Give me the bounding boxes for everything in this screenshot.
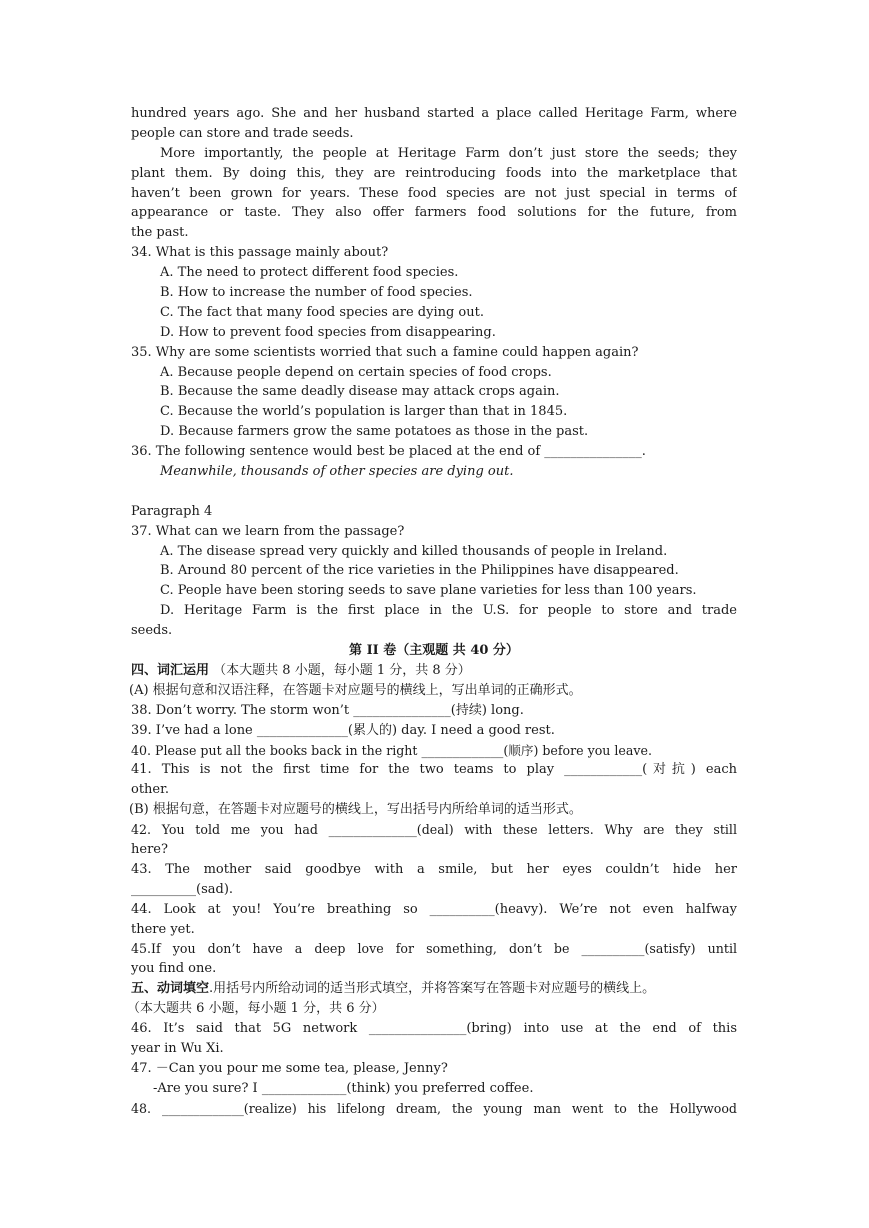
part-4-heading-title: 四、词汇运用 bbox=[131, 662, 210, 678]
question-37-option-d: D. Heritage Farm is the first place in the U.S. for people to store and trade bbox=[160, 603, 737, 619]
question-34-stem: 34. What is this passage mainly about? bbox=[131, 245, 389, 261]
passage-line: hundred years ago. She and her husband started a place called Heritage Farm, where bbox=[131, 106, 737, 121]
question-42-line-1: 42. You told me you had ______________(deal) with these letters. Why are they still bbox=[131, 822, 737, 838]
question-46-line-1: 46. It’s said that 5G network _______________(bring) into use at the end of this bbox=[131, 1020, 737, 1036]
question-38: 38. Don’t worry. The storm won’t _______________(持续) long. bbox=[131, 702, 524, 718]
part-4-heading-note: （本大题共 8 小题，每小题 1 分，共 8 分） bbox=[213, 662, 471, 678]
passage-line: the past. bbox=[131, 225, 189, 241]
question-41-line-2: other. bbox=[131, 782, 170, 798]
part-5-heading-title: 五、动词填空 bbox=[131, 981, 210, 997]
part-4-b-instruction: (B) 根据句意，在答题卡对应题号的横线上，写出括号内所给单词的适当形式。 bbox=[129, 802, 582, 818]
question-45-line-2: you find one. bbox=[131, 961, 217, 977]
question-41-line-1: 41. This is not the first time for the two teams to play ____________(对抗) each bbox=[131, 762, 737, 778]
question-35-option-d: D. Because farmers grow the same potatoes as those in the past. bbox=[160, 424, 589, 440]
question-44-line-2: there yet. bbox=[131, 921, 195, 937]
question-45-line-1: 45.If you don’t have a deep love for something, don’t be __________(satisfy) until bbox=[131, 941, 737, 957]
question-36-stem: 36. The following sentence would best be placed at the end of _______________. bbox=[131, 444, 646, 460]
question-39: 39. I’ve had a lone ______________(累人的) day. I need a good rest. bbox=[131, 722, 555, 738]
passage-line: haven’t been grown for years. These food species are not just special in terms of bbox=[131, 185, 737, 201]
question-36-sentence: Meanwhile, thousands of other species are dying out. bbox=[160, 464, 514, 480]
question-34-option-c: C. The fact that many food species are dying out. bbox=[160, 304, 484, 320]
question-47-line-2: -Are you sure? I _____________(think) you preferred coffee. bbox=[153, 1080, 534, 1096]
question-42-line-2: here? bbox=[131, 841, 168, 857]
question-36-option-d-cont: Paragraph 4 bbox=[131, 503, 213, 519]
question-37-option-a: A. The disease spread very quickly and killed thousands of people in Ireland. bbox=[160, 543, 668, 559]
part-4-heading bbox=[131, 661, 737, 681]
part-5-note: （本大题共 6 小题，每小题 1 分，共 6 分） bbox=[127, 1001, 385, 1017]
question-34-option-d: D. How to prevent food species from disappearing. bbox=[160, 324, 496, 340]
passage-line: appearance or taste. They also offer farmers food solutions for the future, from bbox=[131, 205, 737, 221]
question-48-line-1: 48. _____________(realize) his lifelong dream, the young man went to the Hollywood bbox=[131, 1100, 737, 1116]
question-46-line-2: year in Wu Xi. bbox=[131, 1040, 224, 1056]
exam-page bbox=[127, 104, 737, 1118]
question-37-option-b: B. Around 80 percent of the rice varieties in the Philippines have disappeared. bbox=[160, 563, 679, 579]
question-40: 40. Please put all the books back in the right _____________(顺序) before you leave. bbox=[131, 742, 652, 758]
passage-line: plant them. By doing this, they are reintroducing foods into the marketplace that bbox=[131, 165, 737, 181]
question-35-option-a: A. Because people depend on certain species of food crops. bbox=[160, 364, 552, 380]
question-44-line-1: 44. Look at you! You’re breathing so __________(heavy). We’re not even halfway bbox=[131, 901, 737, 917]
question-34-option-b: B. How to increase the number of food species. bbox=[160, 285, 473, 301]
question-37-stem: 37. What can we learn from the passage? bbox=[131, 523, 405, 539]
part-4-a-instruction: (A) 根据句意和汉语注释，在答题卡对应题号的横线上，写出单词的正确形式。 bbox=[129, 682, 582, 698]
passage-line: More importantly, the people at Heritage Farm don’t just store the seeds; they bbox=[160, 145, 737, 161]
question-35-stem: 35. Why are some scientists worried that such a famine could happen again? bbox=[131, 344, 639, 360]
part-5-heading bbox=[131, 979, 749, 999]
question-37-option-c: C. People have been storing seeds to save plane varieties for less than 100 years. bbox=[160, 583, 697, 599]
question-34-option-a: A. The need to protect different food species. bbox=[160, 265, 459, 281]
passage-line: people can store and trade seeds. bbox=[131, 125, 354, 141]
section-2-title: 第 II 卷（主观题 共 40 分） bbox=[349, 643, 519, 659]
question-35-option-c: C. Because the world’s population is larger than that in 1845. bbox=[160, 404, 568, 420]
question-37-option-d-cont: seeds. bbox=[131, 623, 173, 639]
question-47-line-1: 47. －Can you pour me some tea, please, Jenny? bbox=[131, 1060, 448, 1076]
question-43-line-2: __________(sad). bbox=[131, 881, 234, 897]
question-36-options bbox=[131, 482, 737, 502]
question-43-line-1: 43. The mother said goodbye with a smile, but her eyes couldn’t hide her bbox=[131, 861, 737, 877]
part-5-heading-rest: .用括号内所给动词的适当形式填空，并将答案写在答题卡对应题号的横线上。 bbox=[209, 981, 656, 997]
question-35-option-b: B. Because the same deadly disease may attack crops again. bbox=[160, 384, 560, 400]
